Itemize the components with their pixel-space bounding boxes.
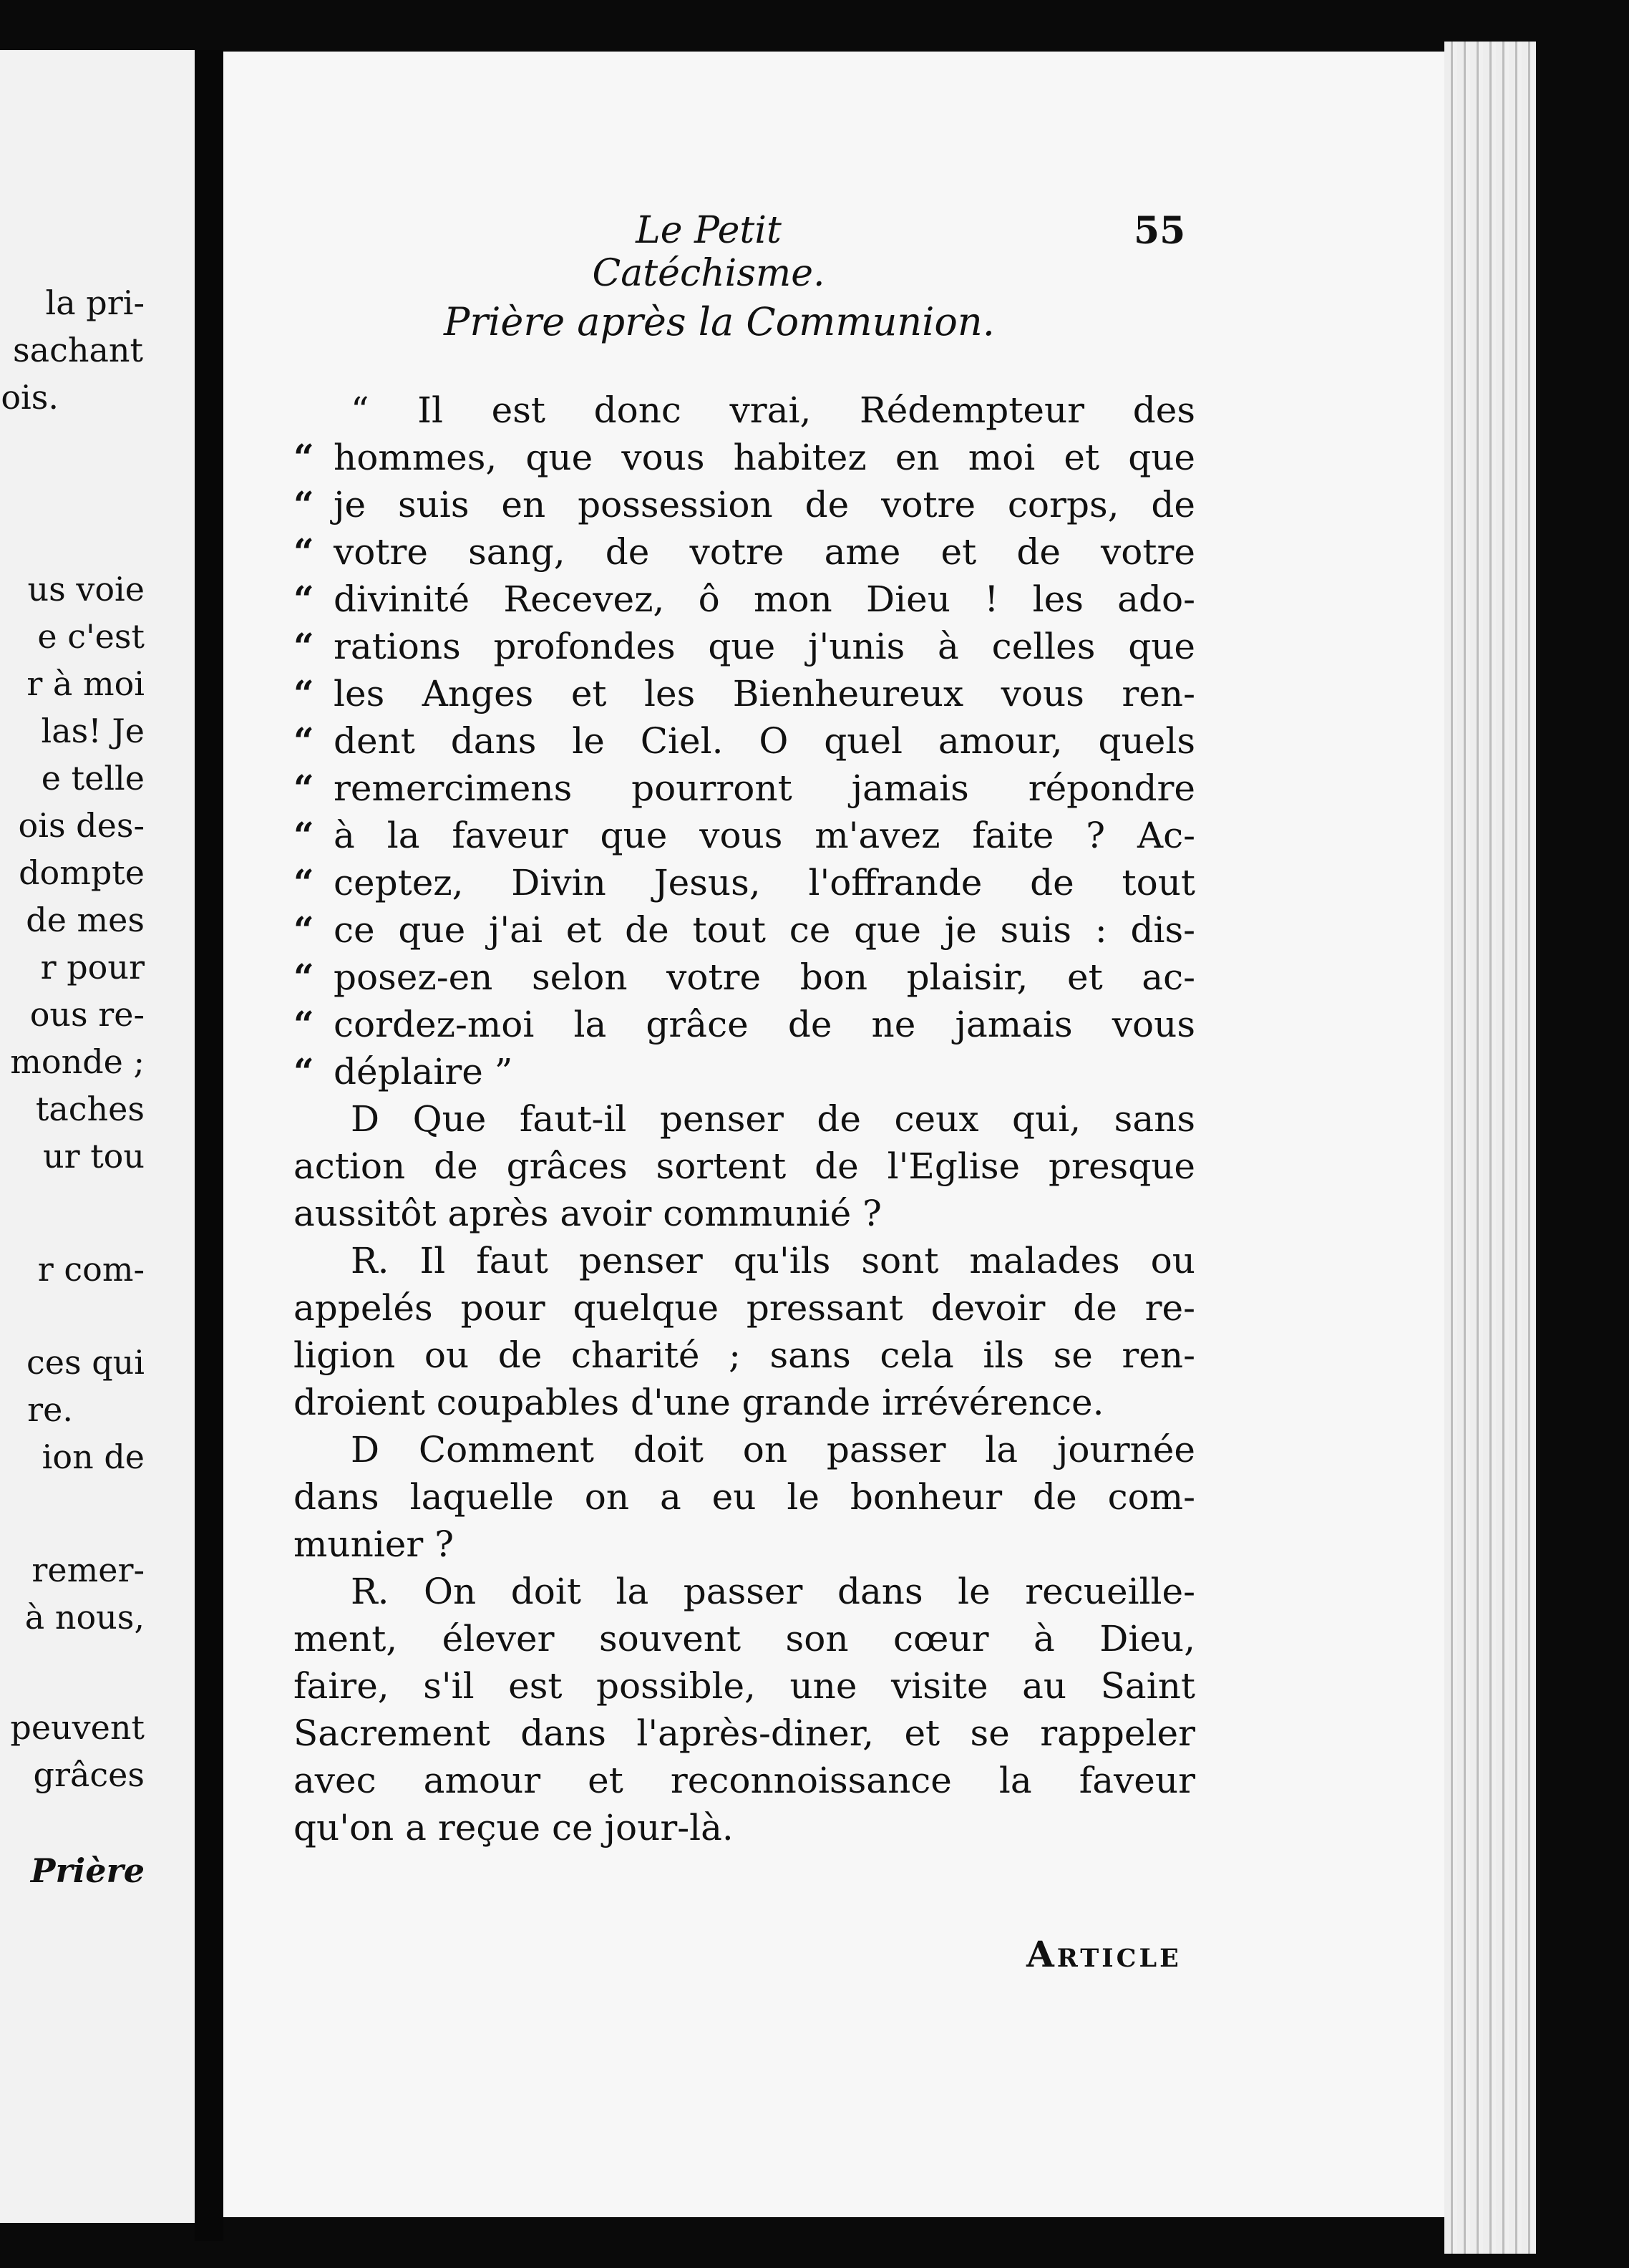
left-page-fragment: remer-	[31, 1551, 145, 1589]
left-page-fragment: sachant	[13, 331, 143, 369]
left-page-fragment: monde ;	[10, 1042, 145, 1081]
left-page-fragment: ion de	[42, 1438, 145, 1476]
left-page-fragment: r à moi	[26, 664, 145, 703]
section-title: Prière après la Communion.	[444, 299, 995, 344]
left-page-catchword: Prière	[30, 1851, 145, 1890]
left-page-fragment: taches	[35, 1090, 145, 1128]
left-page-fragment: e c'est	[37, 617, 145, 656]
prayer-line: “ rations profondes que j'unis à celles que	[293, 623, 1195, 670]
question-line: D Comment doit on passer la journée	[351, 1429, 1195, 1470]
left-page-fragment: ous re-	[29, 995, 145, 1034]
question-line: D Que faut-il penser de ceux qui, sans	[351, 1098, 1195, 1140]
prayer-line: “ divinité Recevez, ô mon Dieu ! les ado-	[293, 576, 1195, 623]
prayer-line: “ déplaire ”	[293, 1048, 1195, 1095]
question-line: munier ?	[293, 1523, 454, 1565]
prayer-line-first: “ Il est donc vrai, Rédempteur des	[351, 389, 1195, 431]
left-page-fragment: dompte	[19, 853, 145, 892]
prayer-line: “ cordez-moi la grâce de ne jamais vous	[293, 1001, 1195, 1048]
running-title: Le Petit Catéchisme.	[592, 209, 825, 295]
question-line: action de grâces sortent de l'Eglise presque	[293, 1145, 1195, 1187]
page-number: 55	[1134, 209, 1186, 253]
left-page-fragment: de mes	[26, 901, 145, 939]
left-facing-page	[0, 50, 195, 2223]
left-page-fragment: grâces	[33, 1755, 145, 1794]
prayer-line: “ remercimens pourront jamais répondre	[293, 765, 1195, 812]
prayer-line: “ ce que j'ai et de tout ce que je suis : dis-	[293, 906, 1195, 954]
answer-line: R. Il faut penser qu'ils sont malades ou	[351, 1240, 1195, 1281]
answer-line: R. On doit la passer dans le recueille-	[351, 1571, 1195, 1612]
prayer-line: “ votre sang, de votre ame et de votre	[293, 528, 1195, 576]
answer-line: appelés pour quelque pressant devoir de re-	[293, 1287, 1195, 1329]
question-line: dans laquelle on a eu le bonheur de com-	[293, 1476, 1195, 1518]
left-page-fragment: r com-	[37, 1250, 145, 1289]
prayer-line: “ à la faveur que vous m'avez faite ? Ac-	[293, 812, 1195, 859]
left-page-fragment: us voie	[27, 570, 145, 609]
prayer-line: “ les Anges et les Bienheureux vous ren-	[293, 670, 1195, 717]
question-line: aussitôt après avoir communié ?	[293, 1193, 882, 1234]
left-page-fragment: r pour	[40, 948, 145, 987]
answer-line: faire, s'il est possible, une visite au Saint	[293, 1665, 1195, 1707]
left-page-fragment: ois.	[1, 378, 59, 417]
answer-line: ligion ou de charité ; sans cela ils se ren-	[293, 1334, 1195, 1376]
page-edges	[1444, 42, 1536, 2254]
prayer-line: “ je suis en possession de votre corps, de	[293, 481, 1195, 528]
answer-line: qu'on a reçue ce jour-là.	[293, 1807, 734, 1848]
left-page-fragment: ois des-	[18, 806, 145, 845]
prayer-line: “ dent dans le Ciel. O quel amour, quels	[293, 717, 1195, 765]
answer-line: droient coupables d'une grande irrévérence.	[293, 1382, 1104, 1423]
answer-line: Sacrement dans l'après-diner, et se rappeler	[293, 1712, 1195, 1754]
catchword: Article	[1026, 1933, 1182, 1975]
body-text	[293, 387, 1195, 1851]
answer-line: avec amour et reconnoissance la faveur	[293, 1760, 1195, 1801]
left-page-fragment: ces qui	[26, 1343, 145, 1382]
left-page-fragment: à nous,	[24, 1598, 145, 1637]
answer-line: ment, élever souvent son cœur à Dieu,	[293, 1618, 1195, 1659]
left-page-fragment: la pri-	[45, 284, 145, 322]
left-page-fragment: peuvent	[10, 1708, 145, 1747]
left-page-fragment: re.	[27, 1390, 73, 1429]
book-gutter	[195, 50, 223, 2241]
left-page-fragment: ur tou	[42, 1137, 145, 1176]
prayer-line: “ posez-en selon votre bon plaisir, et ac-	[293, 954, 1195, 1001]
left-page-fragment: e telle	[41, 759, 145, 798]
prayer-line: “ hommes, que vous habitez en moi et que	[293, 434, 1195, 481]
left-page-fragment: las! Je	[41, 712, 145, 750]
prayer-line: “ ceptez, Divin Jesus, l'offrande de tout	[293, 859, 1195, 906]
